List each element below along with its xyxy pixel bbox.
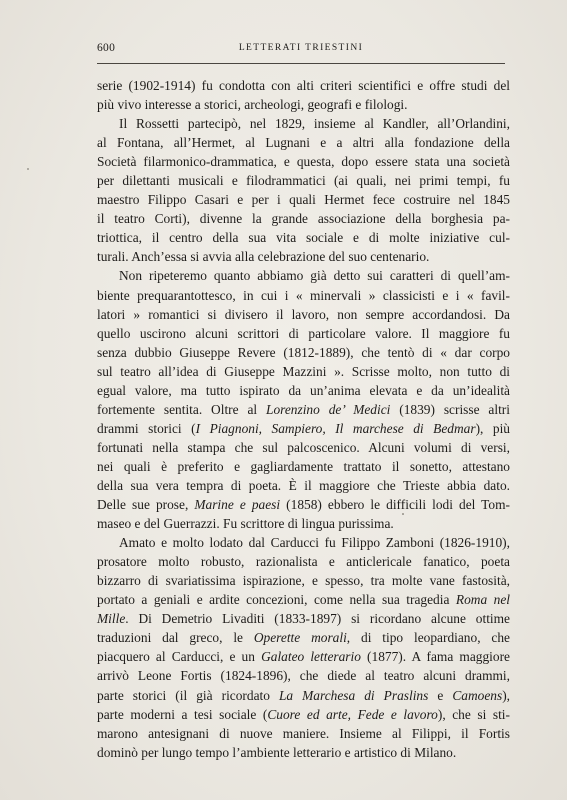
text-line [97, 743, 510, 762]
text-line [97, 324, 510, 343]
text-line [97, 438, 510, 457]
text-run: fortunati nella stampa che sul palcoscenico. Alcuni volumi di versi, [97, 439, 510, 455]
text-run: latori » romantici si divisero il lavoro, non sempre accordandosi. Da [97, 306, 510, 322]
text-run: maseo e del Guerrazzi. Fu scrittore di lingua purissima. [97, 516, 394, 532]
text-run: ), più [475, 420, 510, 436]
text-line [97, 571, 510, 590]
italic-title: Camoens [452, 687, 503, 703]
text-run: , di tipo leopardiano, che [346, 630, 510, 646]
text-line [97, 381, 510, 400]
header-rule [97, 63, 505, 64]
page-header [97, 42, 505, 58]
text-run: nei quali è preferito e gagliardamente trattato il sonetto, attestano [97, 458, 510, 474]
text-run: Amato e molto lodato dal Carducci fu Filippo Zamboni (1826-1910), [119, 535, 510, 551]
text-run: senza dubbio Giuseppe Revere (1812-1889), che tentò di « dar corpo [97, 344, 510, 360]
text-line [97, 190, 510, 209]
text-run: Non ripeteremo quanto abbiamo già detto sui caratteri di quell’am- [119, 268, 510, 284]
text-run: più vivo interesse a storici, archeologi, geografi e filologi. [97, 97, 408, 113]
text-run: egual valore, ma tutto ispirato da un’anima elevata e da un’idealità [97, 382, 510, 398]
text-run: il teatro Corti), divenne la grande associazione della borghesia pa- [97, 211, 510, 227]
text-line [97, 247, 510, 266]
text-run: dominò per lungo tempo l’ambiente letterario e artistico di Milano. [97, 744, 457, 760]
text-line [97, 95, 510, 114]
text-line [97, 400, 510, 419]
text-run: (1858) ebbero le difficili lodi del Tom- [280, 497, 510, 513]
paper-speck [402, 513, 404, 515]
text-run: turali. Anch’essa si avvia alla celebrazione del suo centenario. [97, 249, 430, 265]
text-line [97, 628, 510, 647]
text-run: prosatore molto robusto, razionalista e anticlericale fanatico, poeta [97, 554, 510, 570]
text-run: maestro Filippo Casari e per i quali Hermet fece costruire nel 1845 [97, 192, 510, 208]
text-run: biente prequarantottesco, in cui i « minervali » classicisti e i « favil- [97, 287, 510, 303]
text-line [97, 76, 510, 95]
text-line [97, 419, 510, 438]
text-run: della sua vera tempra di poeta. È il maggiore che Trieste abbia dato. [97, 477, 510, 493]
text-run: Società filarmonico-drammatica, e questa, dopo essere stata una società [97, 154, 510, 170]
text-run: parte storici (il già ricordato [97, 687, 279, 703]
paper-speck [27, 168, 29, 170]
text-line [97, 514, 510, 533]
paragraph [97, 114, 510, 266]
running-head: LETTERATI TRIESTINI [238, 43, 364, 53]
text-line [97, 171, 510, 190]
italic-title: Operette morali [253, 630, 347, 646]
text-run: arrivò Leone Fortis (1824-1896), che diede al teatro alcuni drammi, [97, 668, 510, 684]
text-line [97, 686, 510, 705]
text-line [97, 362, 510, 381]
italic-title: La Marchesa di Praslins [278, 687, 429, 703]
text-line [97, 705, 510, 724]
text-line [97, 647, 510, 666]
text-run: ), [502, 687, 511, 703]
text-line [97, 476, 510, 495]
text-run: parte moderni a tesi sociale ( [97, 706, 268, 722]
italic-title: Cuore ed arte, Fede e lavoro [267, 706, 438, 722]
text-run: . Di Demetrio Livaditi (1833-1897) si ricordano alcune ottime [125, 611, 510, 627]
text-run: drammi storici ( [97, 420, 196, 436]
italic-title: Lorenzino de’ Medici [266, 401, 391, 417]
text-run: ), che si sti- [437, 706, 510, 722]
text-run: (1877). A fama maggiore [360, 649, 510, 665]
text-run: fortemente sentita. Oltre al [97, 401, 266, 417]
text-run: piacquero al Carducci, e un [97, 649, 262, 665]
italic-title: Galateo letterario [261, 649, 361, 665]
text-run: per dilettanti musicali e filodrammatici (ai quali, nei primi tempi, fu [97, 173, 510, 189]
text-line [97, 724, 510, 743]
text-run: marono antesignani di nuove maniere. Insieme al Filippi, il Fortis [97, 725, 510, 741]
text-line [97, 552, 510, 571]
text-line [97, 286, 510, 305]
text-line [97, 609, 510, 628]
body-text [97, 76, 510, 762]
italic-title: Roma nel [455, 592, 510, 608]
text-line [97, 457, 510, 476]
text-line [97, 152, 510, 171]
text-line [97, 666, 510, 685]
text-run: al Fontana, all’Hermet, al Lugnani e a altri alla fondazione della [97, 135, 510, 151]
text-line [97, 343, 510, 362]
paragraph [97, 533, 510, 762]
paragraph [97, 76, 510, 114]
text-run: bizzarro di svariatissima ispirazione, e spesso, tra molte vane fastosità, [97, 573, 510, 589]
text-run: sul teatro all’idea di Giuseppe Mazzini ». Scrisse molto, non tutto di [97, 363, 510, 379]
text-line [97, 533, 510, 552]
text-line [97, 228, 510, 247]
italic-title: I Piagnoni, Sampiero, Il marchese di Bedmar [195, 420, 476, 436]
paragraph [97, 266, 510, 533]
text-line [97, 133, 510, 152]
text-run: Il Rossetti partecipò, nel 1829, insieme al Kandler, all’Orlandini, [119, 116, 510, 132]
text-run: portato a geniali e ardite concezioni, come nella sua tragedia [97, 592, 456, 608]
text-run: quello uscirono alcuni scrittori di particolare valore. Il maggiore fu [97, 325, 510, 341]
text-line [97, 495, 510, 514]
italic-title: Mille [97, 611, 126, 627]
text-run: triottica, il centro della sua vita sociale e di molte iniziative cul- [97, 230, 510, 246]
text-line [97, 114, 510, 133]
text-line [97, 590, 510, 609]
page-number: 600 [97, 42, 116, 54]
text-run: serie (1902-1914) fu condotta con alti criteri scientifici e offre studi del [97, 78, 510, 93]
text-line [97, 266, 510, 285]
text-run: Delle sue prose, [97, 497, 195, 513]
text-line [97, 305, 510, 324]
text-run: e [428, 687, 453, 703]
text-line [97, 209, 510, 228]
text-run: traduzioni dal greco, le [97, 630, 254, 646]
text-run: (1839) scrisse altri [390, 401, 510, 417]
italic-title: Marine e paesi [194, 497, 281, 513]
